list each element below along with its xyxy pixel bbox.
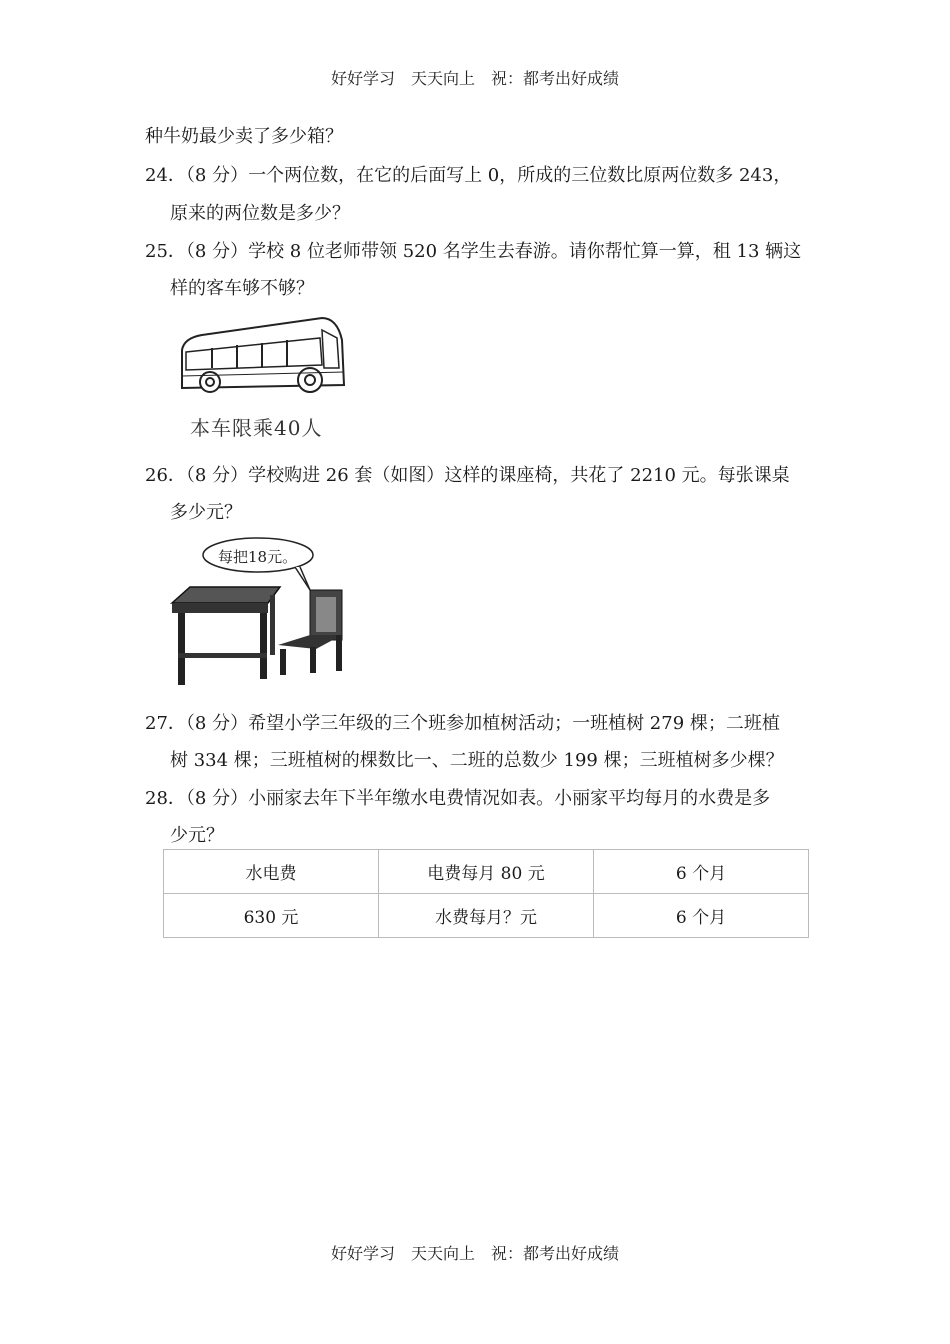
q25-line1: 25．（8 分）学校 8 位老师带领 520 名学生去春游。请你帮忙算一算，租 13 辆这 xyxy=(145,241,802,262)
q25-line2: 样的客车够不够？ xyxy=(170,278,314,299)
table-cell: 630 元 xyxy=(164,894,379,938)
q24-line1: 24．（8 分）一个两位数，在它的后面写上 0，所成的三位数比原两位数多 243， xyxy=(145,165,792,186)
table-row xyxy=(164,894,809,938)
bus-caption: 本车限乘40人 xyxy=(190,416,323,440)
table-cell: 水费每月？元 xyxy=(379,894,594,938)
bus-icon xyxy=(172,310,352,410)
desk-chair-illustration xyxy=(170,535,350,690)
table-cell: 水电费 xyxy=(164,850,379,894)
table-cell: 6 个月 xyxy=(594,894,809,938)
q24-line2: 原来的两位数是多少？ xyxy=(170,203,350,224)
q28-line1: 28．（8 分）小丽家去年下半年缴水电费情况如表。小丽家平均每月的水费是多 xyxy=(145,788,771,809)
q26-line2: 多少元？ xyxy=(170,502,242,523)
table-cell: 电费每月 80 元 xyxy=(379,850,594,894)
bus-illustration xyxy=(172,310,352,440)
q27-line1: 27．（8 分）希望小学三年级的三个班参加植树活动；一班植树 279 棵；二班植 xyxy=(145,713,780,734)
page-header: 好好学习 天天向上 祝：都考出好成绩 xyxy=(330,69,619,88)
price-bubble-text: 每把18元。 xyxy=(218,548,298,566)
q26-line1: 26．（8 分）学校购进 26 套（如图）这样的课座椅，共花了 2210 元。每张课桌 xyxy=(145,465,790,486)
table-cell: 6 个月 xyxy=(594,850,809,894)
table-row xyxy=(164,850,809,894)
q28-line2: 少元？ xyxy=(170,825,224,846)
q27-line2: 树 334 棵；三班植树的棵数比一、二班的总数少 199 棵；三班植树多少棵？ xyxy=(170,750,784,771)
utility-fee-table xyxy=(163,849,809,938)
q23-tail: 种牛奶最少卖了多少箱？ xyxy=(145,126,343,147)
page-footer: 好好学习 天天向上 祝：都考出好成绩 xyxy=(330,1244,619,1263)
